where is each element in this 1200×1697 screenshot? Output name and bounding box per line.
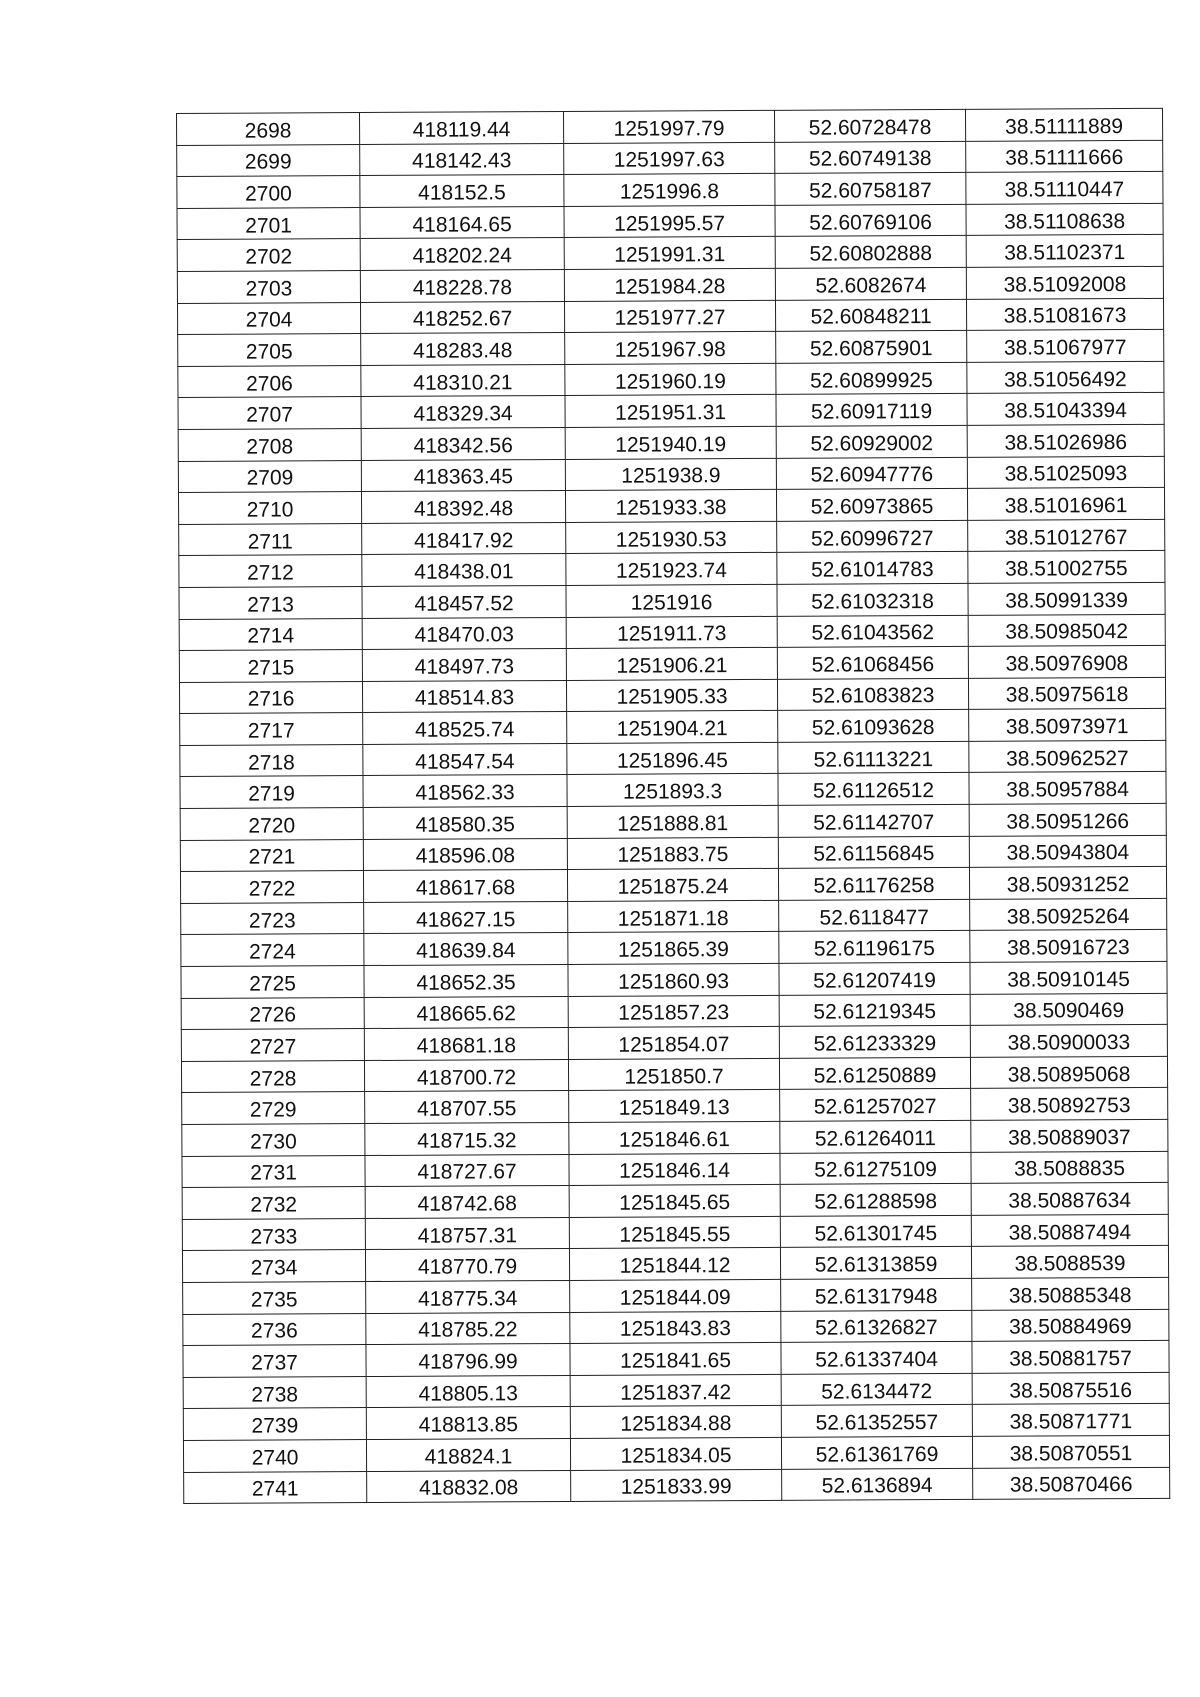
latitude-cell: 52.60728478 — [774, 109, 965, 142]
point-number-cell: 2716 — [179, 681, 362, 714]
point-number-cell: 2729 — [182, 1092, 365, 1125]
latitude-cell: 52.61288598 — [780, 1184, 971, 1217]
table-row — [179, 519, 1165, 556]
latitude-cell: 52.60769106 — [775, 204, 966, 237]
latitude-cell: 52.61361769 — [781, 1436, 972, 1469]
table-row — [177, 235, 1163, 272]
point-number-cell: 2725 — [181, 966, 364, 999]
y-coordinate-cell: 1251865.39 — [568, 932, 779, 965]
y-coordinate-cell: 1251904.21 — [567, 711, 778, 744]
point-number-cell: 2740 — [183, 1439, 366, 1472]
table-row — [179, 677, 1165, 714]
x-coordinate-cell: 418727.67 — [365, 1154, 569, 1187]
y-coordinate-cell: 1251923.74 — [566, 553, 777, 586]
table-row — [183, 1277, 1169, 1314]
point-number-cell: 2722 — [180, 871, 363, 904]
x-coordinate-cell: 418514.83 — [362, 680, 566, 713]
y-coordinate-cell: 1251857.23 — [568, 995, 779, 1028]
table-row — [182, 1214, 1168, 1251]
table-row — [180, 867, 1166, 904]
y-coordinate-cell: 1251844.12 — [569, 1248, 780, 1281]
latitude-cell: 52.60973865 — [776, 488, 967, 521]
table-row — [178, 329, 1164, 366]
latitude-cell: 52.61043562 — [777, 615, 968, 648]
latitude-cell: 52.60917119 — [776, 394, 967, 427]
x-coordinate-cell: 418742.68 — [365, 1186, 569, 1219]
y-coordinate-cell: 1251833.99 — [571, 1469, 782, 1502]
table-row — [183, 1435, 1169, 1472]
table-row — [184, 1467, 1170, 1504]
longitude-cell: 38.50976908 — [968, 645, 1165, 678]
table-row — [182, 1246, 1168, 1283]
table-row — [178, 361, 1164, 398]
x-coordinate-cell: 418228.78 — [360, 269, 564, 302]
y-coordinate-cell: 1251967.98 — [565, 332, 776, 365]
latitude-cell: 52.61219345 — [779, 994, 970, 1027]
latitude-cell: 52.61317948 — [781, 1278, 972, 1311]
table-row — [183, 1309, 1169, 1346]
longitude-cell: 38.51012767 — [968, 519, 1165, 552]
longitude-cell: 38.50916723 — [970, 930, 1167, 963]
table-row — [181, 930, 1167, 967]
table-row — [181, 961, 1167, 998]
x-coordinate-cell: 418596.08 — [363, 838, 567, 871]
point-number-cell: 2717 — [180, 713, 363, 746]
point-number-cell: 2724 — [181, 934, 364, 967]
table-row — [181, 1025, 1167, 1062]
latitude-cell: 52.61275109 — [780, 1152, 971, 1185]
x-coordinate-cell: 418438.01 — [362, 554, 566, 587]
x-coordinate-cell: 418805.13 — [366, 1375, 570, 1408]
longitude-cell: 38.51111666 — [966, 140, 1163, 173]
longitude-cell: 38.51108638 — [966, 203, 1163, 236]
y-coordinate-cell: 1251843.83 — [570, 1311, 781, 1344]
latitude-cell: 52.61352557 — [781, 1405, 972, 1438]
table-row — [177, 140, 1163, 177]
latitude-cell: 52.61257027 — [780, 1089, 971, 1122]
latitude-cell: 52.6134472 — [781, 1373, 972, 1406]
latitude-cell: 52.61093628 — [778, 710, 969, 743]
point-number-cell: 2705 — [178, 334, 361, 367]
longitude-cell: 38.51002755 — [968, 551, 1165, 584]
y-coordinate-cell: 1251930.53 — [566, 521, 777, 554]
x-coordinate-cell: 418824.1 — [366, 1438, 570, 1471]
longitude-cell: 38.50975618 — [968, 677, 1165, 710]
x-coordinate-cell: 418252.67 — [360, 301, 564, 334]
latitude-cell: 52.60758187 — [775, 173, 966, 206]
table-row — [177, 172, 1163, 209]
point-number-cell: 2730 — [182, 1124, 365, 1157]
x-coordinate-cell: 418417.92 — [362, 522, 566, 555]
y-coordinate-cell: 1251991.31 — [564, 237, 775, 270]
longitude-cell: 38.51025093 — [967, 456, 1164, 489]
longitude-cell: 38.51111889 — [965, 108, 1162, 141]
longitude-cell: 38.50925264 — [970, 898, 1167, 931]
table-row — [180, 772, 1166, 809]
longitude-cell: 38.51081673 — [966, 298, 1163, 331]
longitude-cell: 38.5088539 — [971, 1246, 1168, 1279]
longitude-cell: 38.50870551 — [972, 1435, 1169, 1468]
x-coordinate-cell: 418202.24 — [360, 238, 564, 271]
latitude-cell: 52.6136894 — [782, 1468, 973, 1501]
x-coordinate-cell: 418457.52 — [362, 585, 566, 618]
latitude-cell: 52.61337404 — [781, 1342, 972, 1375]
point-number-cell: 2739 — [183, 1408, 366, 1441]
point-number-cell: 2707 — [178, 397, 361, 430]
point-number-cell: 2726 — [181, 997, 364, 1030]
y-coordinate-cell: 1251834.88 — [570, 1406, 781, 1439]
longitude-cell: 38.50962527 — [969, 740, 1166, 773]
x-coordinate-cell: 418715.32 — [365, 1122, 569, 1155]
table-row — [183, 1404, 1169, 1441]
longitude-cell: 38.50973971 — [969, 709, 1166, 742]
y-coordinate-cell: 1251995.57 — [564, 205, 775, 238]
table-row — [177, 203, 1163, 240]
x-coordinate-cell: 418119.44 — [360, 111, 564, 144]
table-body — [177, 108, 1170, 1503]
point-number-cell: 2721 — [180, 839, 363, 872]
y-coordinate-cell: 1251977.27 — [564, 300, 775, 333]
point-number-cell: 2732 — [182, 1187, 365, 1220]
x-coordinate-cell: 418342.56 — [361, 427, 565, 460]
latitude-cell: 52.61014783 — [777, 552, 968, 585]
y-coordinate-cell: 1251906.21 — [566, 647, 777, 680]
latitude-cell: 52.61113221 — [778, 741, 969, 774]
longitude-cell: 38.50887494 — [971, 1214, 1168, 1247]
latitude-cell: 52.61233329 — [779, 1026, 970, 1059]
y-coordinate-cell: 1251984.28 — [564, 268, 775, 301]
y-coordinate-cell: 1251834.05 — [570, 1437, 781, 1470]
x-coordinate-cell: 418329.34 — [361, 396, 565, 429]
latitude-cell: 52.60802888 — [775, 236, 966, 269]
coordinates-table — [176, 108, 1170, 1504]
y-coordinate-cell: 1251938.9 — [565, 458, 776, 491]
longitude-cell: 38.51043394 — [967, 393, 1164, 426]
table-row — [180, 803, 1166, 840]
point-number-cell: 2710 — [178, 492, 361, 525]
table-row — [182, 1183, 1168, 1220]
y-coordinate-cell: 1251997.63 — [564, 142, 775, 175]
longitude-cell: 38.51026986 — [967, 424, 1164, 457]
table-row — [177, 298, 1163, 335]
y-coordinate-cell: 1251845.55 — [569, 1216, 780, 1249]
table-row — [179, 582, 1165, 619]
longitude-cell: 38.50885348 — [972, 1277, 1169, 1310]
x-coordinate-cell: 418707.55 — [365, 1091, 569, 1124]
table-row — [181, 993, 1167, 1030]
y-coordinate-cell: 1251893.3 — [567, 774, 778, 807]
point-number-cell: 2709 — [178, 460, 361, 493]
point-number-cell: 2711 — [179, 523, 362, 556]
latitude-cell: 52.60947776 — [776, 457, 967, 490]
x-coordinate-cell: 418775.34 — [366, 1280, 570, 1313]
table-row — [181, 1056, 1167, 1093]
y-coordinate-cell: 1251951.31 — [565, 395, 776, 428]
point-number-cell: 2719 — [180, 776, 363, 809]
point-number-cell: 2712 — [179, 555, 362, 588]
point-number-cell: 2703 — [177, 271, 360, 304]
longitude-cell: 38.51102371 — [966, 235, 1163, 268]
y-coordinate-cell: 1251911.73 — [566, 616, 777, 649]
x-coordinate-cell: 418627.15 — [364, 901, 568, 934]
x-coordinate-cell: 418562.33 — [363, 775, 567, 808]
x-coordinate-cell: 418665.62 — [364, 996, 568, 1029]
point-number-cell: 2737 — [183, 1345, 366, 1378]
longitude-cell: 38.50889037 — [971, 1119, 1168, 1152]
latitude-cell: 52.60749138 — [775, 141, 966, 174]
point-number-cell: 2704 — [177, 302, 360, 335]
longitude-cell: 38.50895068 — [970, 1056, 1167, 1089]
table-row — [179, 645, 1165, 682]
latitude-cell: 52.61126512 — [778, 773, 969, 806]
latitude-cell: 52.6082674 — [775, 267, 966, 300]
table-row — [180, 740, 1166, 777]
table-row — [178, 456, 1164, 493]
x-coordinate-cell: 418363.45 — [361, 459, 565, 492]
longitude-cell: 38.51056492 — [967, 361, 1164, 394]
latitude-cell: 52.61313859 — [780, 1247, 971, 1280]
longitude-cell: 38.50884969 — [972, 1309, 1169, 1342]
longitude-cell: 38.50875516 — [972, 1372, 1169, 1405]
point-number-cell: 2715 — [179, 650, 362, 683]
table-row — [183, 1372, 1169, 1409]
latitude-cell: 52.60996727 — [777, 520, 968, 553]
point-number-cell: 2700 — [177, 176, 360, 209]
longitude-cell: 38.50985042 — [968, 614, 1165, 647]
x-coordinate-cell: 418639.84 — [364, 933, 568, 966]
x-coordinate-cell: 418392.48 — [361, 491, 565, 524]
table-row — [180, 709, 1166, 746]
latitude-cell: 52.61301745 — [780, 1215, 971, 1248]
table-row — [177, 266, 1163, 303]
point-number-cell: 2706 — [178, 365, 361, 398]
latitude-cell: 52.61250889 — [779, 1057, 970, 1090]
y-coordinate-cell: 1251871.18 — [568, 900, 779, 933]
longitude-cell: 38.51016961 — [967, 487, 1164, 520]
longitude-cell: 38.50931252 — [969, 867, 1166, 900]
point-number-cell: 2738 — [183, 1376, 366, 1409]
latitude-cell: 52.61142707 — [778, 804, 969, 837]
y-coordinate-cell: 1251905.33 — [566, 679, 777, 712]
y-coordinate-cell: 1251896.45 — [567, 742, 778, 775]
point-number-cell: 2708 — [178, 428, 361, 461]
latitude-cell: 52.61083823 — [777, 678, 968, 711]
x-coordinate-cell: 418310.21 — [361, 364, 565, 397]
latitude-cell: 52.61176258 — [778, 868, 969, 901]
longitude-cell: 38.51067977 — [967, 329, 1164, 362]
table-row — [181, 898, 1167, 935]
x-coordinate-cell: 418796.99 — [366, 1344, 570, 1377]
x-coordinate-cell: 418142.43 — [360, 143, 564, 176]
latitude-cell: 52.61156845 — [778, 836, 969, 869]
table-row — [182, 1151, 1168, 1188]
longitude-cell: 38.50871771 — [972, 1404, 1169, 1437]
table-row — [179, 551, 1165, 588]
point-number-cell: 2718 — [180, 744, 363, 777]
longitude-cell: 38.50943804 — [969, 835, 1166, 868]
longitude-cell: 38.50870466 — [973, 1467, 1170, 1500]
latitude-cell: 52.60875901 — [776, 331, 967, 364]
table-row — [183, 1340, 1169, 1377]
y-coordinate-cell: 1251846.61 — [569, 1121, 780, 1154]
table-row — [178, 393, 1164, 430]
y-coordinate-cell: 1251875.24 — [567, 869, 778, 902]
table-row — [180, 835, 1166, 872]
point-number-cell: 2699 — [177, 144, 360, 177]
y-coordinate-cell: 1251996.8 — [564, 174, 775, 207]
table-row — [178, 487, 1164, 524]
y-coordinate-cell: 1251933.38 — [565, 489, 776, 522]
point-number-cell: 2727 — [181, 1029, 364, 1062]
point-number-cell: 2735 — [183, 1281, 366, 1314]
table-row — [182, 1119, 1168, 1156]
point-number-cell: 2741 — [184, 1471, 367, 1504]
longitude-cell: 38.50957884 — [969, 772, 1166, 805]
x-coordinate-cell: 418547.54 — [363, 743, 567, 776]
longitude-cell: 38.50892753 — [971, 1088, 1168, 1121]
point-number-cell: 2698 — [177, 113, 360, 146]
latitude-cell: 52.61326827 — [781, 1310, 972, 1343]
longitude-cell: 38.5090469 — [970, 993, 1167, 1026]
y-coordinate-cell: 1251846.14 — [569, 1153, 780, 1186]
y-coordinate-cell: 1251960.19 — [565, 363, 776, 396]
longitude-cell: 38.50991339 — [968, 582, 1165, 615]
point-number-cell: 2702 — [177, 239, 360, 272]
point-number-cell: 2723 — [181, 902, 364, 935]
x-coordinate-cell: 418470.03 — [362, 617, 566, 650]
x-coordinate-cell: 418283.48 — [361, 333, 565, 366]
y-coordinate-cell: 1251849.13 — [569, 1090, 780, 1123]
y-coordinate-cell: 1251997.79 — [563, 110, 774, 143]
y-coordinate-cell: 1251850.7 — [568, 1058, 779, 1091]
y-coordinate-cell: 1251940.19 — [565, 426, 776, 459]
point-number-cell: 2728 — [181, 1060, 364, 1093]
latitude-cell: 52.6118477 — [779, 899, 970, 932]
longitude-cell: 38.5088835 — [971, 1151, 1168, 1184]
latitude-cell: 52.61032318 — [777, 583, 968, 616]
x-coordinate-cell: 418785.22 — [366, 1312, 570, 1345]
point-number-cell: 2713 — [179, 586, 362, 619]
latitude-cell: 52.60899925 — [776, 362, 967, 395]
x-coordinate-cell: 418700.72 — [364, 1059, 568, 1092]
point-number-cell: 2731 — [182, 1155, 365, 1188]
latitude-cell: 52.61196175 — [779, 931, 970, 964]
x-coordinate-cell: 418652.35 — [364, 964, 568, 997]
x-coordinate-cell: 418525.74 — [363, 712, 567, 745]
x-coordinate-cell: 418580.35 — [363, 807, 567, 840]
point-number-cell: 2720 — [180, 808, 363, 841]
longitude-cell: 38.50881757 — [972, 1340, 1169, 1373]
point-number-cell: 2733 — [182, 1218, 365, 1251]
point-number-cell: 2736 — [183, 1313, 366, 1346]
longitude-cell: 38.50910145 — [970, 961, 1167, 994]
x-coordinate-cell: 418681.18 — [364, 1028, 568, 1061]
x-coordinate-cell: 418617.68 — [363, 870, 567, 903]
x-coordinate-cell: 418497.73 — [362, 649, 566, 682]
table-row — [179, 614, 1165, 651]
latitude-cell: 52.60929002 — [776, 425, 967, 458]
table-row — [182, 1088, 1168, 1125]
point-number-cell: 2701 — [177, 207, 360, 240]
y-coordinate-cell: 1251844.09 — [570, 1279, 781, 1312]
table-row — [178, 424, 1164, 461]
y-coordinate-cell: 1251860.93 — [568, 963, 779, 996]
point-number-cell: 2734 — [182, 1250, 365, 1283]
latitude-cell: 52.60848211 — [775, 299, 966, 332]
y-coordinate-cell: 1251888.81 — [567, 805, 778, 838]
longitude-cell: 38.50887634 — [971, 1183, 1168, 1216]
x-coordinate-cell: 418832.08 — [367, 1470, 571, 1503]
y-coordinate-cell: 1251841.65 — [570, 1343, 781, 1376]
x-coordinate-cell: 418813.85 — [366, 1407, 570, 1440]
y-coordinate-cell: 1251883.75 — [567, 837, 778, 870]
longitude-cell: 38.50900033 — [970, 1025, 1167, 1058]
x-coordinate-cell: 418770.79 — [365, 1249, 569, 1282]
y-coordinate-cell: 1251916 — [566, 584, 777, 617]
y-coordinate-cell: 1251837.42 — [570, 1374, 781, 1407]
x-coordinate-cell: 418757.31 — [365, 1217, 569, 1250]
x-coordinate-cell: 418164.65 — [360, 206, 564, 239]
y-coordinate-cell: 1251845.65 — [569, 1185, 780, 1218]
point-number-cell: 2714 — [179, 618, 362, 651]
y-coordinate-cell: 1251854.07 — [568, 1027, 779, 1060]
longitude-cell: 38.51110447 — [966, 172, 1163, 205]
longitude-cell: 38.50951266 — [969, 803, 1166, 836]
latitude-cell: 52.61207419 — [779, 962, 970, 995]
latitude-cell: 52.61068456 — [777, 646, 968, 679]
table-row — [177, 108, 1163, 145]
latitude-cell: 52.61264011 — [780, 1120, 971, 1153]
x-coordinate-cell: 418152.5 — [360, 175, 564, 208]
longitude-cell: 38.51092008 — [966, 266, 1163, 299]
